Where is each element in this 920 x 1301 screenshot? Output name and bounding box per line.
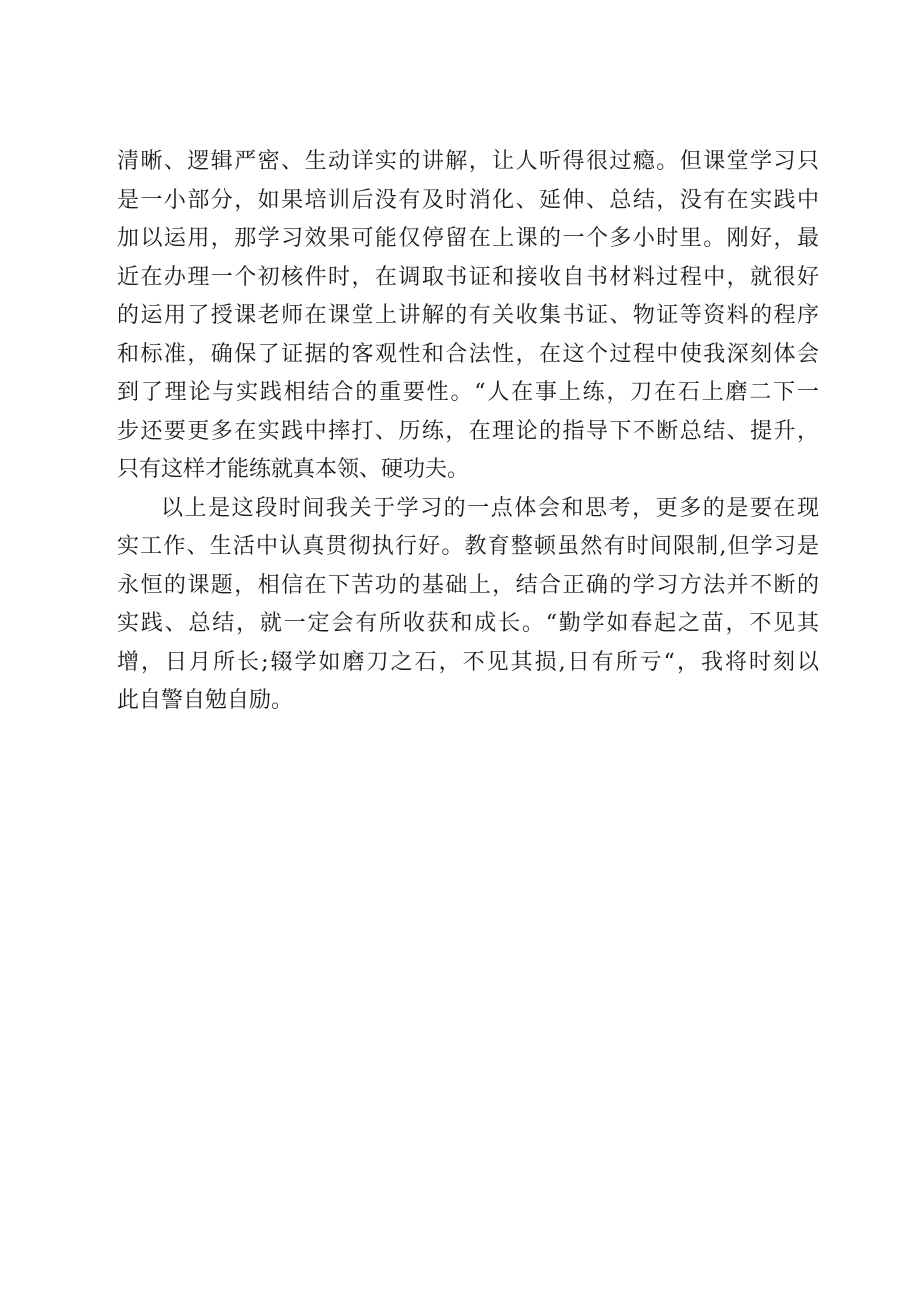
- paragraph-line: 此自警自勉自励。: [117, 688, 294, 713]
- paragraph-1: [117, 143, 819, 490]
- paragraph-line: 以上是这段时间我关于学习的一点体会和思考，更多的是要在现: [161, 495, 819, 521]
- document-body: [117, 143, 819, 721]
- paragraph-line: 的运用了授课老师在课堂上讲解的有关收集书证、物证等资料的程序: [117, 303, 819, 328]
- paragraph-line: 近在办理一个初核件时，在调取书证和接收自书材料过程中，就很好: [117, 264, 819, 290]
- paragraph-line: 永恒的课题，相信在下苦功的基础上，结合正确的学习方法并不断的: [117, 572, 819, 598]
- paragraph-line: 实践、总结，就一定会有所收获和成长。“勤学如春起之苗，不见其: [117, 611, 819, 636]
- paragraph-line: 步还要更多在实践中摔打、历练，在理论的指导下不断总结、提升，: [117, 418, 819, 444]
- paragraph-line: 和标准，确保了证据的客观性和合法性，在这个过程中使我深刻体会: [117, 341, 819, 367]
- paragraph-line: 清晰、逻辑严密、生动详实的讲解，让人听得很过瘾。但课堂学习只: [117, 149, 819, 174]
- paragraph-line: 实工作、生活中认真贯彻执行好。教育整顿虽然有时间限制,但学习是: [117, 534, 819, 559]
- paragraph-line: 增，日月所长;辍学如磨刀之石，不见其损,日有所亏“，我将时刻以: [117, 649, 819, 675]
- paragraph-line: 只有这样才能练就真本领、硬功夫。: [117, 457, 470, 482]
- paragraph-line: 到了理论与实践相结合的重要性。“人在事上练，刀在石上磨二下一: [117, 380, 819, 405]
- paragraph-line: 加以运用，那学习效果可能仅停留在上课的一个多小时里。刚好，最: [117, 226, 819, 251]
- paragraph-line: 是一小部分，如果培训后没有及时消化、延伸、总结，没有在实践中: [117, 187, 819, 213]
- paragraph-2: [117, 490, 819, 721]
